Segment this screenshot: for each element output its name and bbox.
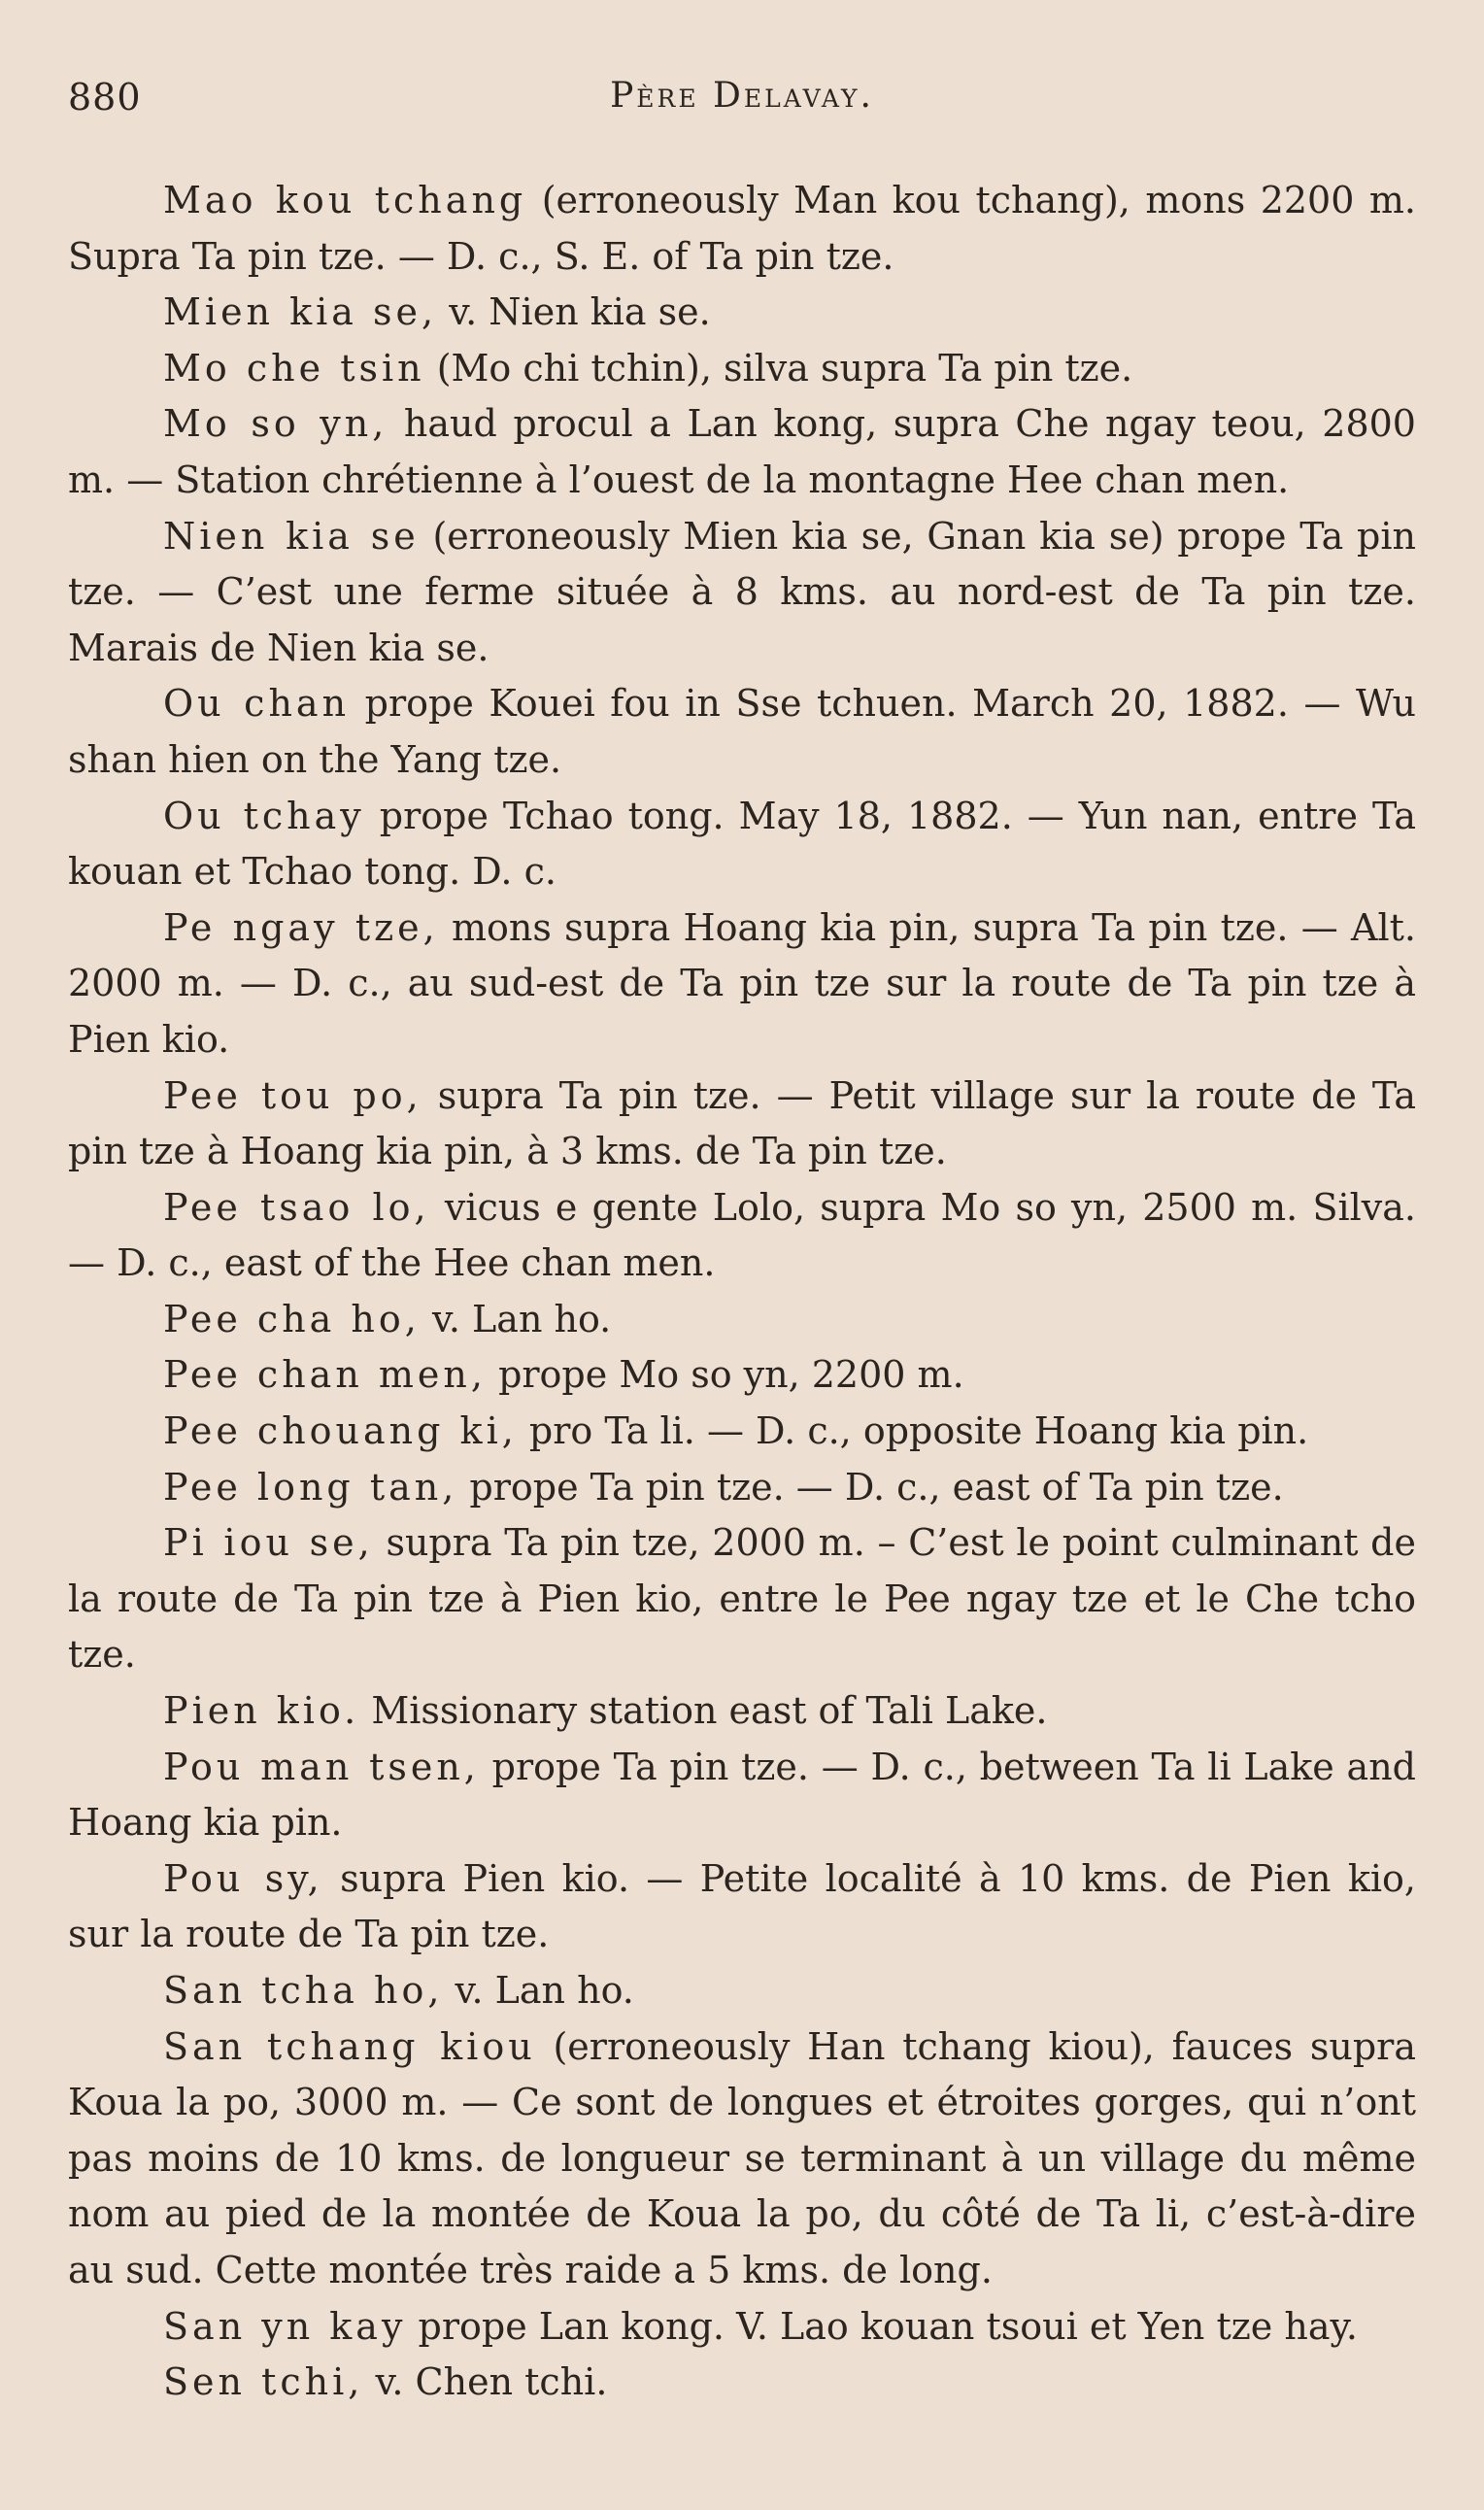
place-name: Mo so yn,	[163, 402, 388, 446]
place-name: Pee chouang ki,	[163, 1409, 518, 1453]
place-entry	[68, 789, 1416, 900]
place-entry	[68, 1683, 1416, 1740]
place-name: Mien kia se,	[163, 290, 438, 334]
place-name: Nien kia se	[163, 514, 420, 558]
place-description: v. Chen tchi.	[375, 2360, 608, 2404]
place-name: Pee tou po,	[163, 1073, 422, 1117]
place-name: San tchang kiou	[163, 2024, 536, 2068]
place-description: v. Lan ho.	[455, 1969, 634, 2012]
place-description: supra Pien kio. — Petite localité à 10 kms. de Pien kio, sur la route de Ta pin tze.	[68, 1856, 1416, 1956]
page-header	[68, 76, 1416, 134]
place-name: Pee cha ho,	[163, 1297, 421, 1340]
place-name: Mao kou tchang	[163, 179, 527, 221]
place-entry	[68, 396, 1416, 508]
place-entry	[68, 1740, 1416, 1851]
place-entry	[68, 285, 1416, 341]
page-number: 880	[68, 76, 142, 119]
place-description: prope Ta pin tze. — D. c., between Ta li Lake and Hoang kia pin.	[68, 1745, 1416, 1845]
place-entry	[68, 341, 1416, 397]
place-description: mons supra Hoang kia pin, supra Ta pin tze. — Alt. 2000 m. — D. c., au sud-est de Ta pin tze sur la route de Ta pin tze à Pien kio.	[68, 905, 1416, 1061]
place-name: Pee tsao lo,	[163, 1185, 430, 1229]
place-entry	[68, 509, 1416, 677]
place-description: supra Ta pin tze. — Petit village sur la route de Ta pin tze à Hoang kia pin, à 3 kms. de Ta pin tze.	[68, 1073, 1416, 1173]
place-entry	[68, 1347, 1416, 1404]
place-name: Pien kio.	[163, 1689, 360, 1733]
place-entry	[68, 900, 1416, 1068]
place-description: haud procul a Lan kong, supra Che ngay teou, 2800 m. — Station chrétienne à l’ouest de la montagne Hee chan men.	[68, 402, 1416, 501]
place-entry	[68, 676, 1416, 788]
place-description: prope Mo so yn, 2200 m.	[498, 1353, 964, 1397]
place-name: Pe ngay tze,	[163, 905, 439, 949]
place-name: San yn kay	[163, 2304, 407, 2348]
place-entry	[68, 1851, 1416, 1963]
place-name: Pee long tan,	[163, 1465, 458, 1509]
place-description: prope Lan kong. V. Lao kouan tsoui et Yen tze hay.	[418, 2304, 1358, 2348]
place-entry	[68, 173, 1416, 285]
entry-list	[68, 173, 1416, 2411]
place-description: supra Ta pin tze, 2000 m. – C’est le point culminant de la route de Ta pin tze à Pien kio, entre le Pee ngay tze et le Che tcho tze.	[68, 1521, 1416, 1677]
place-description: v. Lan ho.	[431, 1297, 612, 1340]
place-entry	[68, 1515, 1416, 1683]
place-entry	[68, 2299, 1416, 2356]
place-name: Pee chan men,	[163, 1353, 487, 1397]
place-description: v. Nien kia se.	[449, 290, 711, 334]
place-description: pro Ta li. — D. c., opposite Hoang kia pin.	[528, 1409, 1309, 1453]
place-description: Missionary station east of Tali Lake.	[371, 1689, 1048, 1733]
place-name: Pi iou se,	[163, 1521, 374, 1565]
place-description: (erroneously Mien kia se, Gnan kia se) prope Ta pin tze. — C’est une ferme située à 8 kms. au nord-est de Ta pin tze. Marais de Nien kia se.	[68, 514, 1416, 669]
place-name: Mo che tsin	[163, 346, 425, 390]
place-description: prope Ta pin tze. — D. c., east of Ta pin tze.	[469, 1465, 1284, 1509]
place-description: prope Kouei fou in Sse tchuen. March 20, 1882. — Wu shan hien on the Yang tze.	[68, 682, 1417, 781]
place-description: (erroneously Man kou tchang), mons 2200 m. Supra Ta pin tze. — D. c., S. E. of Ta pin tze.	[68, 179, 1416, 278]
place-name: Sen tchi,	[163, 2360, 364, 2404]
place-description: (Mo chi tchin), silva supra Ta pin tze.	[436, 346, 1133, 390]
place-description: prope Tchao tong. May 18, 1882. — Yun nan, entre Ta kouan et Tchao tong. D. c.	[68, 794, 1416, 894]
place-name: Ou tchay	[163, 794, 365, 837]
place-description: (erroneously Han tchang kiou), fauces supra Koua la po, 3000 m. — Ce sont de longues et étroites gorges, qui n’ont pas moins de 10 kms. de longueur se terminant à un village du même nom au pied de la montée de Koua la po, du côté de Ta li, c’est-à-dire au sud. Cette montée très raide a 5 kms. de long.	[68, 2024, 1416, 2291]
running-title: Père Delavay.	[610, 76, 874, 116]
place-name: Ou chan	[163, 682, 351, 726]
place-name: San tcha ho,	[163, 1969, 444, 2012]
place-entry	[68, 2355, 1416, 2411]
place-description: vicus e gente Lolo, supra Mo so yn, 2500 m. Silva. — D. c., east of the Hee chan men.	[68, 1185, 1416, 1285]
place-entry	[68, 1404, 1416, 1460]
place-entry	[68, 1180, 1416, 1292]
place-entry	[68, 1963, 1416, 2019]
place-entry	[68, 2019, 1416, 2299]
place-entry	[68, 1460, 1416, 1516]
place-entry	[68, 1068, 1416, 1180]
place-name: Pou sy,	[163, 1856, 323, 1900]
place-name: Pou man tsen,	[163, 1745, 480, 1788]
place-entry	[68, 1292, 1416, 1348]
